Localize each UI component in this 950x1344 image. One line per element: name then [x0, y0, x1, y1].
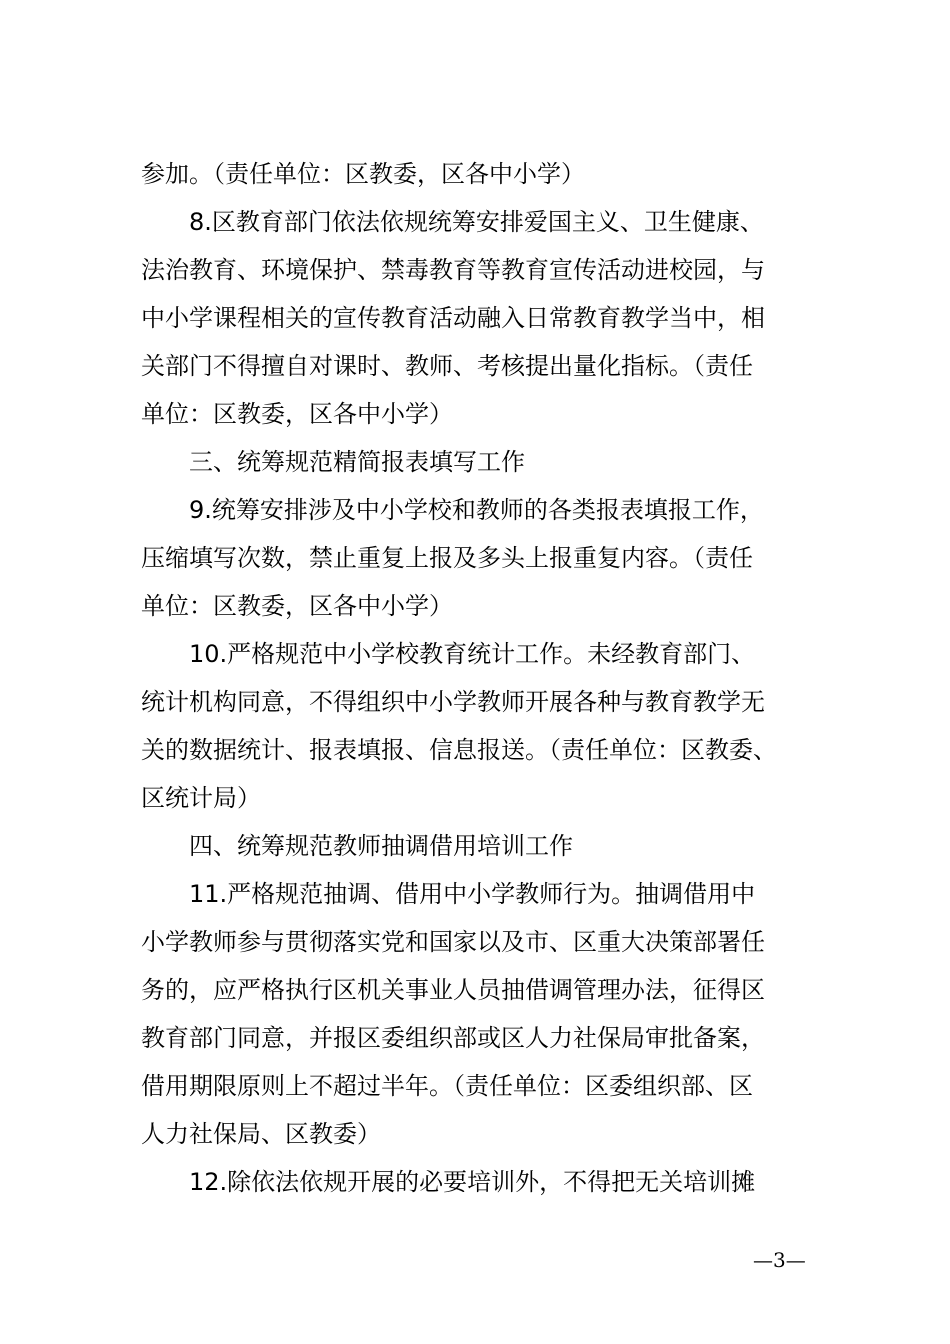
section-heading: 四、统筹规范教师抽调借用培训工作	[141, 832, 573, 860]
text-line: 中小学课程相关的宣传教育活动融入日常教育教学当中，相	[141, 304, 765, 332]
text-line: 小学教师参与贯彻落实党和国家以及市、区重大决策部署任	[141, 928, 765, 956]
text-line: 务的，应严格执行区机关事业人员抽借调管理办法，征得区	[141, 976, 765, 1004]
page-number: —3—	[753, 1248, 806, 1272]
text-line: 11.严格规范抽调、借用中小学教师行为。抽调借用中	[141, 880, 756, 908]
text-line: 人力社保局、区教委）	[141, 1120, 381, 1148]
text-line: 区统计局）	[141, 784, 261, 812]
text-line: 统计机构同意，不得组织中小学教师开展各种与教育教学无	[141, 688, 765, 716]
text-line: 关的数据统计、报表填报、信息报送。（责任单位：区教委、	[141, 736, 777, 764]
text-line: 单位：区教委，区各中小学）	[141, 400, 453, 428]
text-line: 10.严格规范中小学校教育统计工作。未经教育部门、	[141, 640, 756, 668]
text-line: 教育部门同意，并报区委组织部或区人力社保局审批备案，	[141, 1024, 765, 1052]
text-line: 关部门不得擅自对课时、教师、考核提出量化指标。（责任	[141, 352, 753, 380]
section-heading: 三、统筹规范精简报表填写工作	[141, 448, 525, 476]
text-line: 单位：区教委，区各中小学）	[141, 592, 453, 620]
text-line: 9.统筹安排涉及中小学校和教师的各类报表填报工作，	[141, 496, 764, 524]
body-text	[141, 150, 821, 1206]
text-line: 法治教育、环境保护、禁毒教育等教育宣传活动进校园，与	[141, 256, 765, 284]
text-line: 压缩填写次数，禁止重复上报及多头上报重复内容。（责任	[141, 544, 753, 572]
text-line: 借用期限原则上不超过半年。（责任单位：区委组织部、区	[141, 1072, 753, 1100]
text-line: 12.除依法依规开展的必要培训外，不得把无关培训摊	[141, 1168, 756, 1196]
text-line: 参加。（责任单位：区教委，区各中小学）	[141, 160, 585, 188]
text-line: 8.区教育部门依法依规统筹安排爱国主义、卫生健康、	[141, 208, 764, 236]
